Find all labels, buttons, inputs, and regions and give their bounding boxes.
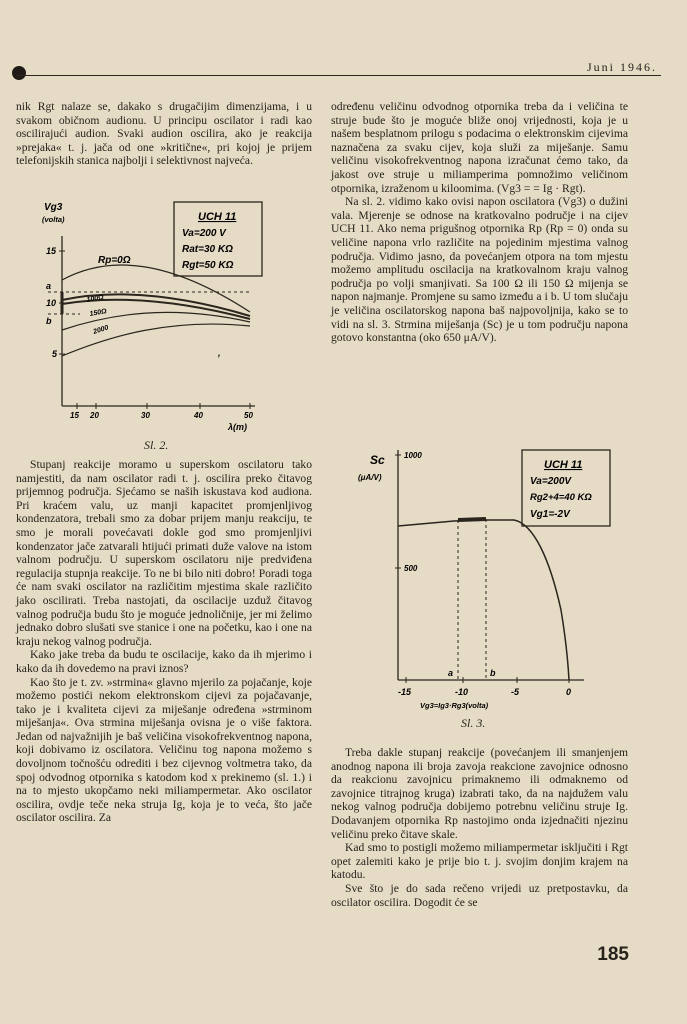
x-tick-label: -5: [511, 687, 520, 697]
x-tick-label: 40: [194, 411, 203, 420]
right-column-bottom: [331, 746, 628, 909]
y-tick-label: 500: [404, 564, 418, 573]
paragraph: Sve što je do sada rečeno vrijedi uz pretpostavku, da oscilator oscilira. Dogodit će se: [331, 881, 628, 909]
header-rule: [16, 75, 661, 76]
y-axis-unit: (volta): [42, 215, 65, 224]
paragraph: Stupanj reakcije moramo u superskom oscilatoru tako namjestiti, da nam oscilator radi t. j. oscilira preko čitavog prijemnog područja. Sjećamo se naših iskustava kod audiona. Pri kraćem valu, uz manji kapacitet promjenljivog kondenzatora, trebali smo za dobar prijem manju reakciju, te smo je morali povećavati dokle god smo promjenljivi kondenzator jače zatvarali htijući primati duže valove na istom valnom području. U superskom oscilatoru nije predviđena regulacija stupnja reakcije. To ne bi bilo niti dobro! Poradi toga će nam svaki oscilator na različitim mjestima skale različito jako oscilirati. Treba nastojati, da oscilacije uzduž čitavog valnog područja budu što je moguće jednoličnije, jer mi želimo jednako dobro slušati sve stanice i one na početku, kao i one na kraju nekog valnog područja.: [16, 458, 312, 648]
paragraph: Kao što je t. zv. »strmina« glavno mjerilo za pojačanje, koje možemo postići nekom elektronskom cijevi za pojačavanje, tako je i kvaliteta cijevi za miješanje određena »strminom miješanja«. Ova strmina miješanja ovisna je o više faktora. Jedan od najvažnijih je baš veličina visokofrekventnog napona, koji dobivamo iz oscilatora. Veličinu tog napona možemo s dovoljnom točnošću odrediti i bez cijevnog voltmetra tako, da spoj odvodnog otpornika s katodom kod x prekinemo (sl. 1.) i na to mjesto ukopčamo neki miliampermetar. Ako oscilator oscilira, ovdje teče neka struja Ig, koja je to veća, što jače oscilator oscilira. Za: [16, 675, 312, 825]
left-column-top: [16, 100, 312, 168]
left-column-bottom: [16, 458, 312, 825]
page-header-date: Juni 1946.: [586, 60, 657, 74]
box-title: UCH 11: [544, 459, 583, 471]
curve-label: 100Ω: [86, 294, 105, 304]
box-line: Vg1=-2V: [530, 509, 570, 520]
box-line: Va=200V: [530, 476, 572, 487]
box-line: Rg2+4=40 KΩ: [530, 492, 592, 503]
paragraph: Kad smo to postigli možemo miliampermetar isključiti i Rgt opet zalemiti kako je prije bio t. j. svojim donjim krajem na katodu.: [331, 841, 628, 882]
y-tick-label: 15: [46, 246, 57, 256]
x-tick-label: 50: [244, 411, 253, 420]
paragraph: Treba dakle stupanj reakcije (povećanjem ili smanjenjem anodnog napona ili broja zavoja reakcione zavojnice odnosno da reakcionu zavojnicu primaknemo ili odmaknemo od zavojnice titrajnog kruga) izabrati tako, da na najdužem valu nekog valnog područja dobijemo potrebnu veličinu struje Ig. Dodavanjem otpornika Rp nastojimo onda izjednačiti njezinu veličinu preko čitave skale.: [331, 746, 628, 841]
box-line: Va=200 V: [182, 228, 226, 239]
stray-mark: ,: [218, 348, 221, 358]
x-tick-label: -10: [455, 687, 469, 697]
box-line: Rat=30 KΩ: [182, 244, 233, 255]
box-line: Rgt=50 KΩ: [182, 260, 234, 271]
bullet-mark: [12, 66, 26, 80]
mark-label-a: a: [46, 281, 52, 291]
figure-3-caption: Sl. 3.: [461, 716, 486, 730]
curve-label: 2000: [92, 324, 110, 336]
x-axis-label: λ(m): [228, 422, 248, 432]
paragraph: nik Rgt nalaze se, dakako s drugačijim dimenzijama, i u svakom običnom audionu. U principu oscilator i radi kao oscilirajući audion. Svaki audion oscilira, ako je reakcija »prejaka« t. j. jača od one »kritične«, pri kojoj je prijem telefonijskih stanica najbolji i selektivnost najveća.: [16, 100, 312, 168]
x-tick-label: 0: [566, 687, 572, 697]
mark-label-b: b: [490, 668, 496, 678]
mark-label-b: b: [46, 316, 52, 326]
figure-2-chart: [30, 196, 270, 432]
right-column-top: [331, 100, 628, 345]
x-axis-label: Vg3=Ig3·Rg3(volta): [420, 701, 489, 710]
y-tick-label: 1000: [404, 451, 422, 460]
y-axis-unit: (μA/V): [358, 473, 382, 482]
x-tick-label: 15: [70, 411, 79, 420]
paragraph: određenu veličinu odvodnog otpornika treba da i veličina te struje bude što je moguće bliže onoj vrijednosti, koja je u našem besplatnom prilogu s podacima o elektronskim cijevima naznačena za svaku cijev, koja služi za miješanje. Samu veličinu visokofrekventnog napona izračunat ćemo tako, da jakost ove struje u miliamperima pomnožimo veličinom otpornika, izraženom u kiloomima. (Vg3 = = Ig · Rgt).: [331, 100, 628, 195]
curve-label: 150Ω: [89, 308, 108, 318]
x-tick-label: -15: [398, 687, 412, 697]
y-tick-label: 5: [52, 349, 58, 359]
x-tick-label: 30: [141, 411, 150, 420]
y-axis-label: Sc: [370, 453, 385, 467]
paragraph: Kako jake treba da budu te oscilacije, kako da ih mjerimo i kako da ih dovedemo na pravi iznos?: [16, 648, 312, 675]
curve-label: Rp=0Ω: [98, 255, 131, 266]
y-axis-label: Vg3: [44, 202, 63, 213]
box-title: UCH 11: [198, 211, 237, 223]
figure-2-caption: Sl. 2.: [144, 438, 169, 452]
y-tick-label: 10: [46, 298, 57, 308]
x-tick-label: 20: [90, 411, 99, 420]
mark-label-a: a: [448, 668, 454, 678]
figure-3-chart: [354, 440, 616, 712]
paragraph: Na sl. 2. vidimo kako ovisi napon oscilatora (Vg3) o dužini vala. Mjerenje se odnose na kratkovalno područje i na cijev UCH 11. Ako nema prigušnog otpornika Rp (Rp = 0) onda su veličine napona vrlo različite na pojedinim mjestima valnog područja. Vidimo jasno, da povećanjem otpora na tom mjestu možemo amplitudu oscilacija na kratkovalnom kraju valnog područja po volji smanjivati. Sa 100 Ω ili 150 Ω mijenja se napon najmanje. Promjene su samo između a i b. U tom slučaju je veličina oscilatorskog napona baš najpovoljnija, kako se to vidi na sl. 3. Strmina miješanja (Sc) je u tom području napona gotovo konstantna (oko 650 μA/V).: [331, 195, 628, 345]
page-number: 185: [597, 944, 629, 965]
